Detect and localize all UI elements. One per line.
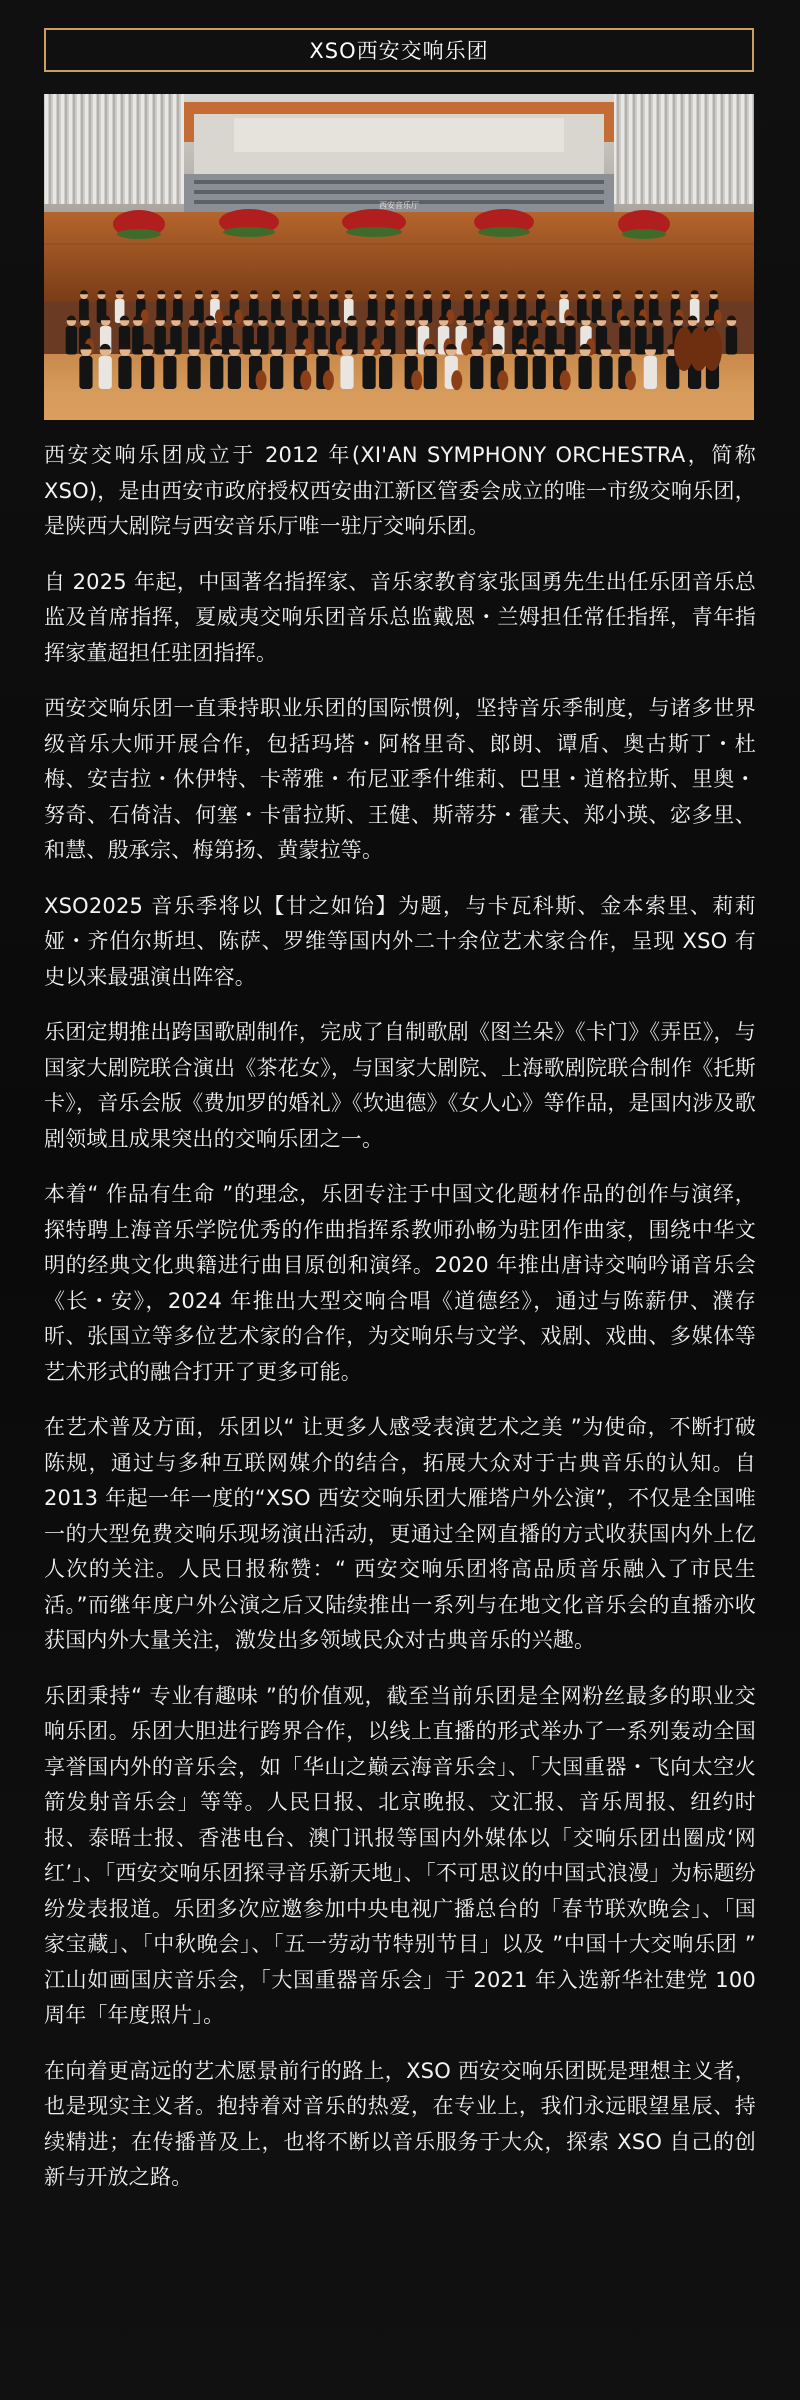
paragraph-popularization: 在艺术普及方面，乐团以“ 让更多人感受表演艺术之美 ”为使命，不断打破陈规，通过与多种互联网媒介的结合，拓展大众对于古典音乐的认知。自 2013 年起一年一度的“XSO 西安交响乐团大雁塔户外公演”，不仅是全国唯一的大型免费交响乐现场演出活动，更通过全网直播的方式收获国内外上亿人次的关注。人民日报称赞：“ 西安交响乐团将高品质音乐融入了市民生活。”而继年度户外公演之后又陆续推出一系列与在地文化音乐会的直播亦收获国内外大量关注，激发出多领域民众对古典音乐的兴趣。 bbox=[44, 1415, 756, 1652]
paragraph-opera: 乐团定期推出跨国歌剧制作，完成了自制歌剧《图兰朵》《卡门》《弄臣》，与国家大剧院联合演出《茶花女》，与国家大剧院、上海歌剧院联合制作《托斯卡》，音乐会版《费加罗的婚礼》《坎迪德》《女人心》等作品，是国内涉及歌剧领域且成果突出的交响乐团之一。 bbox=[44, 1020, 756, 1151]
article-body bbox=[44, 438, 756, 2216]
orchestra-photo bbox=[44, 94, 754, 420]
paragraph-intro: 西安交响乐团成立于 2012 年(XI'AN SYMPHONY ORCHESTRA，简称 XSO)，是由西安市政府授权西安曲江新区管委会成立的唯一市级交响乐团，是陕西大剧院与西安音乐厅唯一驻厅交响乐团。 bbox=[44, 443, 756, 538]
page-title: XSO西安交响乐团 bbox=[309, 39, 489, 63]
paragraph-season-2025: XSO2025 音乐季将以【甘之如饴】为题，与卡瓦科斯、金本索里、莉莉娅・齐伯尔斯坦、陈萨、罗维等国内外二十余位艺术家合作，呈现 XSO 有史以来最强演出阵容。 bbox=[44, 893, 756, 989]
page-title-box bbox=[44, 28, 754, 72]
paragraph-chinese-works: 本着“ 作品有生命 ”的理念，乐团专注于中国文化题材作品的创作与演绎，探特聘上海音乐学院优秀的作曲指挥系教师孙畅为驻团作曲家，围绕中华文明的经典文化典籍进行曲目原创和演绎。2020 年推出唐诗交响吟诵音乐会《长・安》，2024 年推出大型交响合唱《道德经》，通过与陈薪伊、濮存昕、张国立等多位艺术家的合作，为交响乐与文学、戏剧、戏曲、多媒体等艺术形式的融合打开了更多可能。 bbox=[44, 1182, 756, 1384]
paragraph-collaborations: 西安交响乐团一直秉持职业乐团的国际惯例，坚持音乐季制度，与诸多世界级音乐大师开展合作，包括玛塔・阿格里奇、郎朗、谭盾、奥古斯丁・杜梅、安吉拉・休伊特、卡蒂雅・布尼亚季什维莉、巴里・道格拉斯、里奥・努奇、石倚洁、何塞・卡雷拉斯、王健、斯蒂芬・霍夫、郑小瑛、宓多里、和慧、殷承宗、梅第扬、黄蒙拉等。 bbox=[44, 696, 756, 862]
hall-banner-text: 西安音乐厅 bbox=[379, 201, 419, 210]
paragraph-conductors: 自 2025 年起，中国著名指挥家、音乐家教育家张国勇先生出任乐团音乐总监及首席指挥，夏威夷交响乐团音乐总监戴恩・兰姆担任常任指挥，青年指挥家董超担任驻团指挥。 bbox=[44, 569, 756, 665]
paragraph-media: 乐团秉持“ 专业有趣味 ”的价值观，截至当前乐团是全网粉丝最多的职业交响乐团。乐团大胆进行跨界合作，以线上直播的形式举办了一系列轰动全国享誉国内外的音乐会，如「华山之巅云海音乐会」、「大国重器・飞向太空火箭发射音乐会」等等。人民日报、北京晚报、文汇报、音乐周报、纽约时报、泰晤士报、香港电台、澳门讯报等国内外媒体以「交响乐团出圈成‘网红’」、「西安交响乐团探寻音乐新天地」、「不可思议的中国式浪漫」为标题纷纷发表报道。乐团多次应邀参加中央电视广播总台的「春节联欢晚会」、「国家宝藏」、「中秋晚会」、「五一劳动节特别节目」以及 ”中国十大交响乐团 ” 江山如画国庆音乐会，「大国重器音乐会」于 2021 年入选新华社建党 100 周年「年度照片」。 bbox=[44, 1683, 756, 2027]
paragraph-vision: 在向着更高远的艺术愿景前行的路上，XSO 西安交响乐团既是理想主义者，也是现实主义者。抱持着对音乐的热爱，在专业上，我们永远眼望星辰、持续精进；在传播普及上，也将不断以音乐服务于大众，探索 XSO 自己的创新与开放之路。 bbox=[44, 2058, 756, 2189]
